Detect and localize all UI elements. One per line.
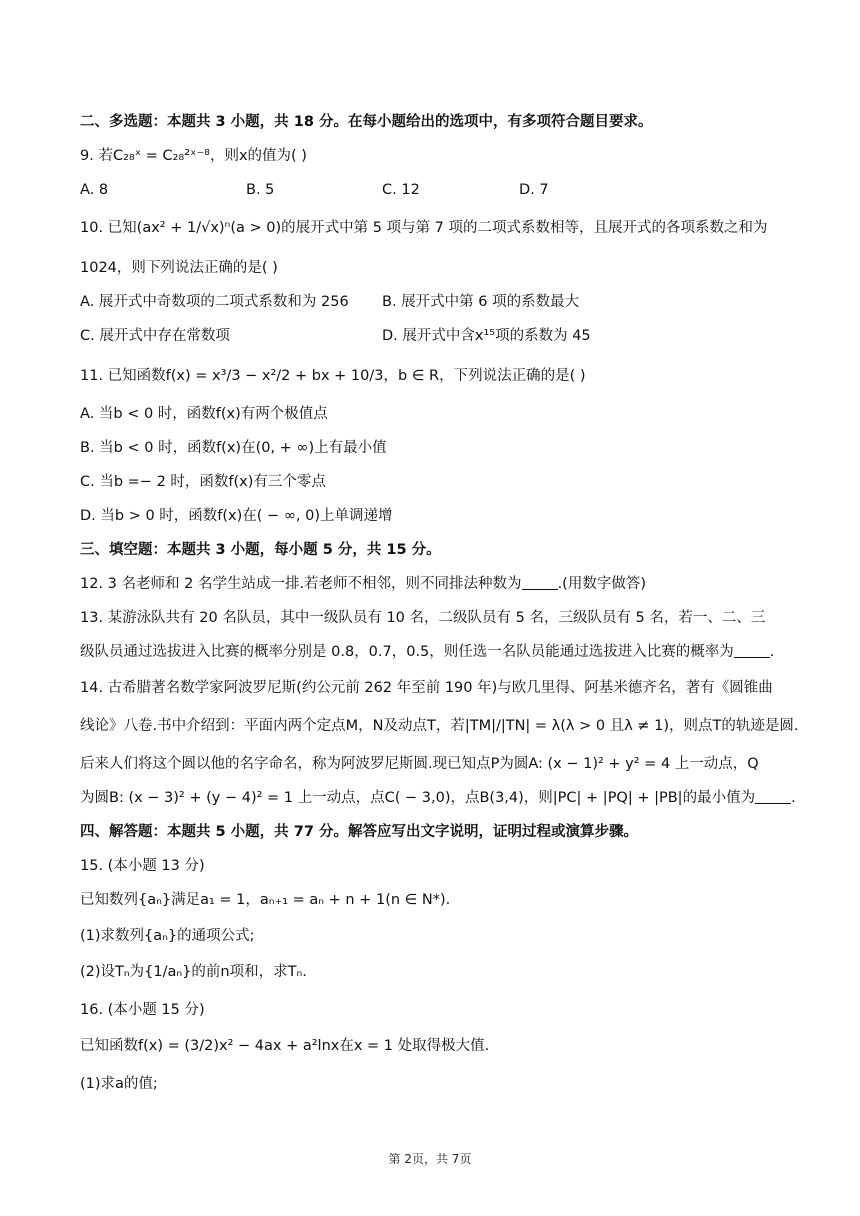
question-15-head: 15. (本小题 13 分) bbox=[80, 858, 205, 874]
question-15-part2: (2)设Tₙ为{1/aₙ}的前n项和，求Tₙ. bbox=[80, 964, 307, 980]
question-16-head: 16. (本小题 15 分) bbox=[80, 1002, 205, 1018]
question-12-tail: .(用数字做答) bbox=[557, 576, 646, 592]
question-14-tail: . bbox=[791, 790, 796, 806]
question-11-option-d: D. 当b > 0 时，函数f(x)在( − ∞, 0)上单调递增 bbox=[80, 508, 393, 524]
page-footer: 第 2页，共 7页 bbox=[388, 1152, 472, 1166]
question-15-part1: (1)求数列{aₙ}的通项公式; bbox=[80, 928, 255, 944]
question-11-option-b: B. 当b < 0 时，函数f(x)在(0, + ∞)上有最小值 bbox=[80, 440, 387, 456]
question-10-option-a: A. 展开式中奇数项的二项式系数和为 256 bbox=[80, 294, 349, 310]
question-9-option-c: C. 12 bbox=[382, 182, 420, 198]
question-12 bbox=[80, 574, 646, 594]
question-10-option-b: B. 展开式中第 6 项的系数最大 bbox=[382, 294, 580, 310]
section-solve-heading: 四、解答题：本题共 5 小题，共 77 分。解答应写出文字说明，证明过程或演算步骤。 bbox=[80, 824, 638, 840]
question-16-part1: (1)求a的值; bbox=[80, 1076, 158, 1092]
answer-blank[interactable] bbox=[522, 575, 558, 590]
question-14-line1: 14. 古希腊著名数学家阿波罗尼斯(约公元前 262 年至前 190 年)与欧几里得、阿基米德齐名，著有《圆锥曲 bbox=[80, 680, 773, 696]
question-9-stem: 9. 若C₂₈ˣ = C₂₈²ˣ⁻⁸，则x的值为( ) bbox=[80, 148, 307, 164]
question-10-stem-line1: 10. 已知(ax² + 1/√x)ⁿ(a > 0)的展开式中第 5 项与第 7 项的二项式系数相等，且展开式的各项系数之和为 bbox=[80, 220, 768, 236]
question-14-line3: 后来人们将这个圆以他的名字命名，称为阿波罗尼斯圆.现已知点P为圆A: (x − 1)² + y² = 4 上一动点，Q bbox=[80, 756, 759, 772]
question-9-option-a: A. 8 bbox=[80, 182, 109, 198]
question-10-option-d: D. 展开式中含x¹⁵项的系数为 45 bbox=[382, 328, 591, 344]
question-11-stem: 11. 已知函数f(x) = x³/3 − x²/2 + bx + 10/3，b ∈ R，下列说法正确的是( ) bbox=[80, 368, 586, 384]
question-9-option-d: D. 7 bbox=[519, 182, 549, 198]
question-10-option-c: C. 展开式中存在常数项 bbox=[80, 328, 230, 344]
section-fill-in-heading: 三、填空题：本题共 3 小题，每小题 5 分，共 15 分。 bbox=[80, 542, 441, 558]
question-9-option-b: B. 5 bbox=[246, 182, 275, 198]
question-14-text: 为圆B: (x − 3)² + (y − 4)² = 1 上一动点，点C( − 3,0)，点B(3,4)，则|PC| + |PQ| + |PB|的最小值为 bbox=[80, 790, 756, 806]
question-14-line2: 线论》八卷.书中介绍到：平面内两个定点M，N及动点T，若|TM|/|TN| = λ(λ > 0 且λ ≠ 1)，则点T的轨迹是圆. bbox=[80, 718, 799, 734]
question-10-stem-line2: 1024，则下列说法正确的是( ) bbox=[80, 260, 278, 276]
answer-blank[interactable] bbox=[755, 789, 791, 804]
question-15-line1: 已知数列{aₙ}满足a₁ = 1，aₙ₊₁ = aₙ + n + 1(n ∈ N*). bbox=[80, 892, 451, 908]
question-13-tail: . bbox=[769, 644, 775, 660]
answer-blank[interactable] bbox=[734, 643, 770, 658]
question-13-line2 bbox=[80, 642, 774, 662]
question-11-option-a: A. 当b < 0 时，函数f(x)有两个极值点 bbox=[80, 406, 328, 422]
question-13-text: 级队员通过选拔进入比赛的概率分别是 0.8，0.7，0.5，则任选一名队员能通过选拔进入比赛的概率为 bbox=[80, 644, 734, 660]
question-12-text: 12. 3 名老师和 2 名学生站成一排.若老师不相邻，则不同排法种数为 bbox=[80, 576, 522, 592]
question-14-line4 bbox=[80, 788, 796, 808]
question-11-option-c: C. 当b =− 2 时，函数f(x)有三个零点 bbox=[80, 474, 326, 490]
question-16-line1: 已知函数f(x) = (3/2)x² − 4ax + a²lnx在x = 1 处取得极大值. bbox=[80, 1038, 490, 1054]
question-13-line1: 13. 某游泳队共有 20 名队员，其中一级队员有 10 名，二级队员有 5 名，三级队员有 5 名，若一、二、三 bbox=[80, 610, 766, 626]
section-multi-choice-heading: 二、多选题：本题共 3 小题，共 18 分。在每小题给出的选项中，有多项符合题目要求。 bbox=[80, 114, 653, 130]
